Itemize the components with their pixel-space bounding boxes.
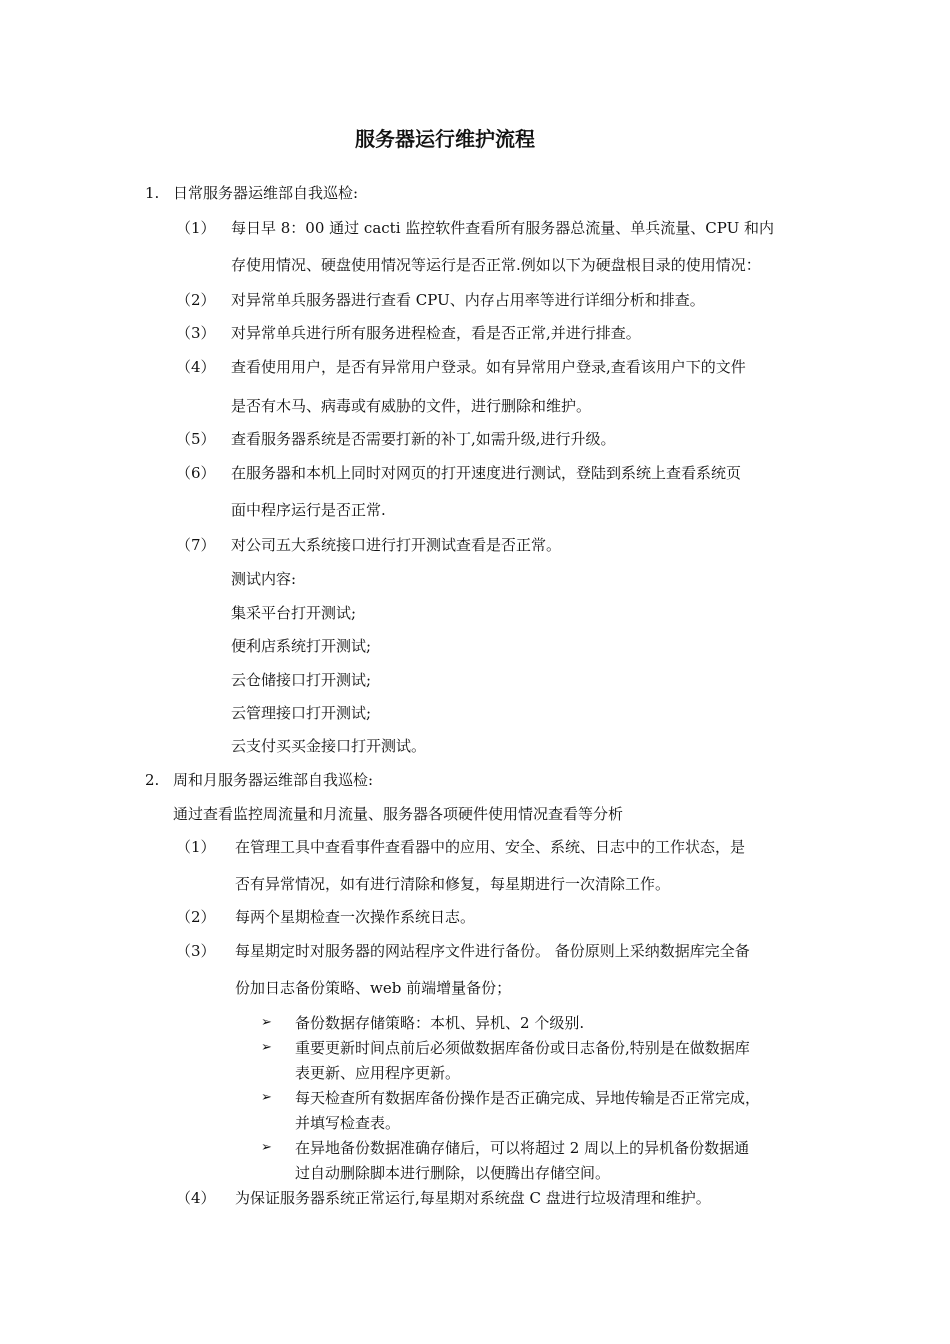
bullet-text: 过自动删除脚本进行删除，以便腾出存储空间。 (295, 1164, 611, 1182)
test-line: 集采平台打开测试; (231, 604, 357, 622)
bullet-text: 重要更新时间点前后必须做数据库备份或日志备份,特别是在做数据库 (295, 1039, 750, 1057)
arrow-bullet-icon: ➢ (261, 1015, 272, 1030)
item-text: 每日早 8：00 通过 cacti 监控软件查看所有服务器总流量、单兵流量、CPU 和内 (231, 219, 774, 237)
section-number: 2. (145, 771, 160, 789)
bullet-text: 在异地备份数据准确存储后，可以将超过 2 周以上的异机备份数据通 (295, 1139, 750, 1157)
bullet-text: 备份数据存储策略：本机、异机、2 个级别. (295, 1014, 585, 1032)
item-text: 每两个星期检查一次操作系统日志。 (235, 908, 476, 926)
item-text: 份加日志备份策略、web 前端增量备份； (235, 979, 512, 997)
item-text: 查看使用用户，是否有异常用户登录。如有异常用户登录,查看该用户下的文件 (231, 358, 746, 376)
item-text: 为保证服务器系统正常运行,每星期对系统盘 C 盘进行垃圾清理和维护。 (235, 1189, 711, 1207)
item-text: 否有异常情况，如有进行清除和修复，每星期进行一次清除工作。 (235, 875, 671, 893)
section-heading: 周和月服务器运维部自我巡检: (173, 771, 374, 789)
bullet-text: 并填写检查表。 (295, 1114, 401, 1132)
item-number: （3） (176, 324, 216, 342)
item-number: （6） (176, 464, 216, 482)
section-number: 1. (145, 184, 160, 202)
item-text: 在管理工具中查看事件查看器中的应用、安全、系统、日志中的工作状态，是 (235, 838, 746, 856)
test-line: 测试内容: (231, 570, 297, 588)
item-number: （1） (176, 219, 216, 237)
item-text: 是否有木马、病毒或有威胁的文件，进行删除和维护。 (231, 397, 592, 415)
test-line: 云管理接口打开测试; (231, 704, 372, 722)
item-text: 对异常单兵进行所有服务进程检查，看是否正常,并进行排查。 (231, 324, 641, 342)
item-number: （3） (176, 942, 216, 960)
test-line: 便利店系统打开测试; (231, 637, 372, 655)
document-title: 服务器运行维护流程 (355, 127, 535, 151)
item-number: （1） (176, 838, 216, 856)
item-number: （4） (176, 358, 216, 376)
item-text: 查看服务器系统是否需要打新的补丁,如需升级,进行升级。 (231, 430, 616, 448)
item-number: （5） (176, 430, 216, 448)
section-intro: 通过查看监控周流量和月流量、服务器各项硬件使用情况查看等分析 (173, 805, 624, 823)
item-number: （4） (176, 1189, 216, 1207)
test-line: 云支付买买金接口打开测试。 (231, 737, 427, 755)
section-heading: 日常服务器运维部自我巡检: (173, 184, 359, 202)
bullet-text: 表更新、应用程序更新。 (295, 1064, 461, 1082)
item-text: 在服务器和本机上同时对网页的打开速度进行测试，登陆到系统上查看系统页 (231, 464, 742, 482)
item-number: （7） (176, 536, 216, 554)
arrow-bullet-icon: ➢ (261, 1140, 272, 1155)
item-text: 面中程序运行是否正常. (231, 501, 386, 519)
bullet-text: 每天检查所有数据库备份操作是否正确完成、异地传输是否正常完成， (295, 1089, 761, 1107)
item-number: （2） (176, 908, 216, 926)
item-text: 存使用情况、硬盘使用情况等运行是否正常.例如以下为硬盘根目录的使用情况： (231, 256, 761, 274)
item-text: 对公司五大系统接口进行打开测试查看是否正常。 (231, 536, 562, 554)
item-text: 对异常单兵服务器进行查看 CPU、内存占用率等进行详细分析和排查。 (231, 291, 705, 309)
test-line: 云仓储接口打开测试; (231, 671, 372, 689)
item-number: （2） (176, 291, 216, 309)
item-text: 每星期定时对服务器的网站程序文件进行备份。 备份原则上采纳数据库完全备 (235, 942, 750, 960)
arrow-bullet-icon: ➢ (261, 1040, 272, 1055)
arrow-bullet-icon: ➢ (261, 1090, 272, 1105)
